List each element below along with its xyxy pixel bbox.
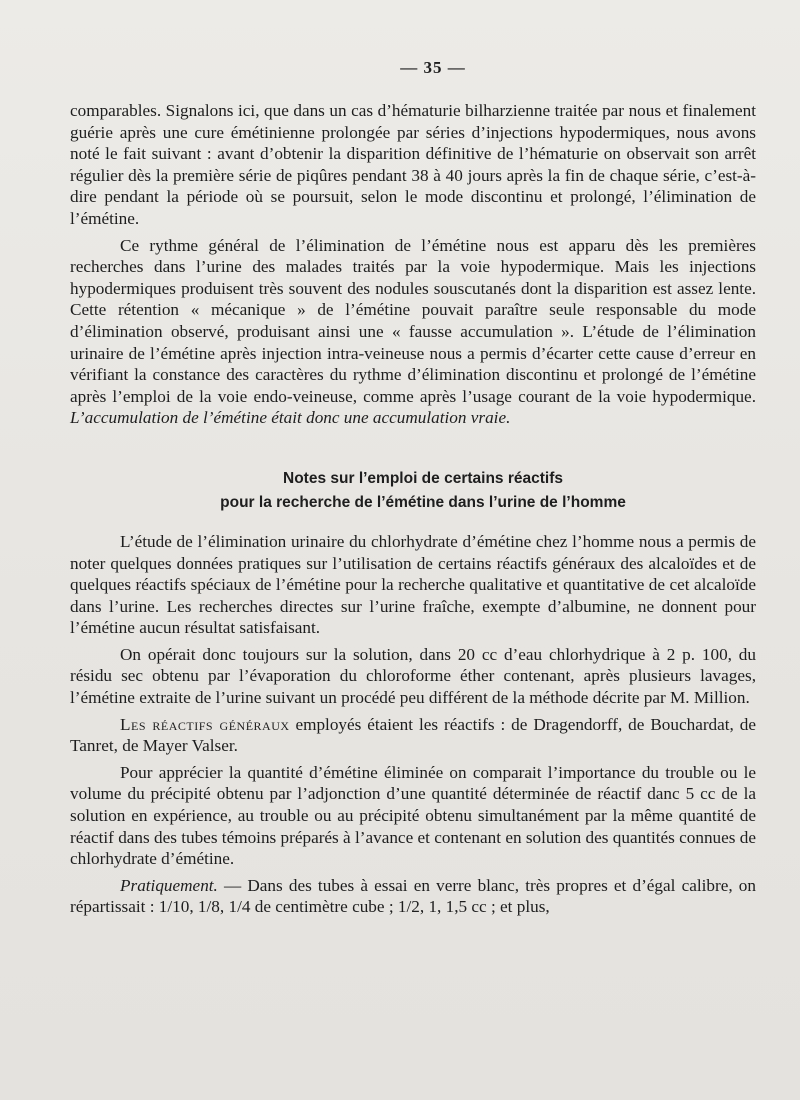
paragraph-6: Pour apprécier la quantité d’émétine éliminée on comparait l’importance du trouble ou le volume du précipité obtenu par l’adjonction d’une quantité déterminée de réactif danc 5 cc de la solution en expérience, au trouble ou au précipité obtenu simultanément par la même quantité de réactif dans des tubes témoins préparés à l’avance et contenant en solution des quantités connues de chlorhydrate d’émétine.	[70, 762, 756, 869]
body-text	[70, 100, 756, 429]
section-title-line-2: pour la recherche de l’émétine dans l’urine de l’homme	[220, 493, 626, 511]
paragraph-1: comparables. Signalons ici, que dans un cas d’hématurie bilharzienne traitée par nous et finalement guérie après une cure émétinienne prolongée par séries d’injections hypodermiques, nous avons noté le fait suivant : avant d’obtenir la disparition définitive de l’hématurie on observait son arrêt régulier dès la première série de piqûres pendant 38 à 40 jours après la fin de chaque série, c’est-à-dire pendant la période où se poursuit, selon le mode discontinu et prolongé, l’élimination de l’émétine.	[70, 101, 756, 228]
section-title	[70, 467, 756, 515]
paragraph-3: L’étude de l’élimination urinaire du chlorhydrate d’émétine chez l’homme nous a permis de noter quelques données pratiques sur l’utilisation de certains réactifs généraux des alcaloïdes et de quelques réactifs spéciaux de l’émétine pour la recherche qualitative et quantitative de cet alcaloïde dans l’urine. Les recherches directes sur l’urine fraîche, exempte d’albumine, ne donnent pour l’émétine aucun résultat satisfaisant.	[70, 531, 756, 638]
paragraph-5-text: employés étaient les réactifs : de Dragendorff, de Bouchardat, de Tanret, de Mayer Valser.	[70, 714, 756, 756]
paragraph-2	[70, 235, 756, 429]
body-text-section	[70, 531, 756, 918]
page-number: — 35 —	[400, 58, 466, 77]
paragraph-7	[70, 875, 756, 918]
paragraph-5-smallcaps: Les réactifs généraux	[120, 714, 290, 734]
paragraph-4: On opérait donc toujours sur la solution, dans 20 cc d’eau chlorhydrique à 2 p. 100, du résidu sec obtenu par l’évaporation du chloroforme éther contenant, après plusieurs lavages, l’émétine extraite de l’urine suivant un procédé peu différent de la méthode décrite par M. Million.	[70, 644, 756, 708]
paragraph-5	[70, 714, 756, 757]
paragraph-7-text: — Dans des tubes à essai en verre blanc, très propres et d’égal calibre, on répartissait : 1/10, 1/8, 1/4 de centimètre cube ; 1/2, 1, 1,5 cc ; et plus,	[70, 875, 756, 917]
section-title-line-1: Notes sur l’emploi de certains réactifs	[283, 469, 563, 487]
paragraph-2-text: Ce rythme général de l’élimination de l’émétine nous est apparu dès les premières recherches dans l’urine des malades traités par la voie hypodermique. Mais les injections hypodermiques produisent très souvent des nodules souscutanés dont la disparition est assez lente. Cette rétention « mécanique » de l’émétine pouvait paraître seule responsable du mode d’élimination observé, produisant ainsi une « fausse accumulation ». L’étude de l’élimination urinaire de l’émétine après injection intra-veineuse nous a permis d’écarter cette cause d’erreur en vérifiant la constance des caractères du rythme d’élimination discontinu et prolongé de l’émétine après l’emploi de la voie endo-veineuse, comme après l’usage courant de la voie hypodermique.	[70, 235, 756, 406]
paragraph-2-italic: L’accumulation de l’émétine était donc une accumulation vraie.	[70, 408, 511, 428]
paragraph-7-italic: Pratiquement.	[120, 875, 218, 895]
